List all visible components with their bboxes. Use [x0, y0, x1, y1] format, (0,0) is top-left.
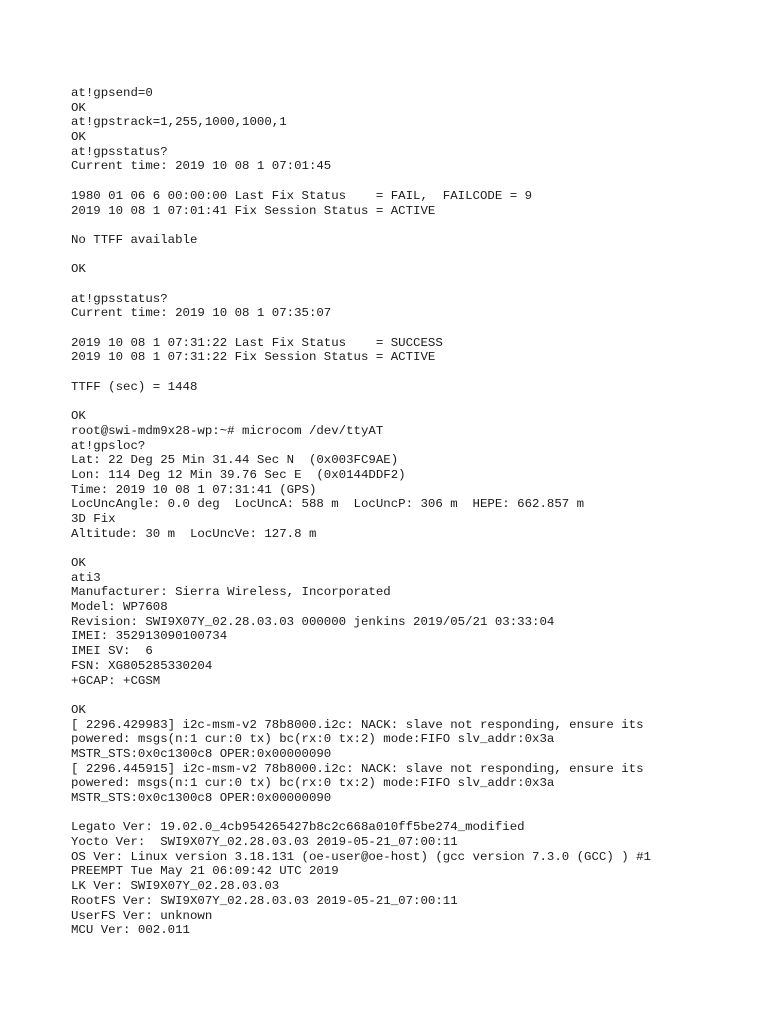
- log-line: Revision: SWI9X07Y_02.28.03.03 000000 jenkins 2019/05/21 03:33:04: [71, 614, 555, 629]
- log-line: Current time: 2019 10 08 1 07:35:07: [71, 306, 332, 321]
- log-line: 2019 10 08 1 07:01:41 Fix Session Status = ACTIVE: [71, 203, 436, 218]
- log-line: [ 2296.429983] i2c-msm-v2 78b8000.i2c: NACK: slave not responding, ensure its: [71, 717, 644, 732]
- log-line: OK: [71, 702, 86, 717]
- log-line: powered: msgs(n:1 cur:0 tx) bc(rx:0 tx:2) mode:FIFO slv_addr:0x3a: [71, 776, 555, 791]
- log-line: 1980 01 06 6 00:00:00 Last Fix Status = FAIL, FAILCODE = 9: [71, 188, 533, 203]
- blank-line: [71, 541, 751, 556]
- log-line: 3D Fix: [71, 511, 116, 526]
- log-line: Yocto Ver: SWI9X07Y_02.28.03.03 2019-05-21_07:00:11: [71, 835, 458, 850]
- log-line: OK: [71, 100, 86, 115]
- log-line: PREEMPT Tue May 21 06:09:42 UTC 2019: [71, 864, 339, 879]
- log-line: at!gpsend=0: [71, 86, 153, 100]
- log-line: TTFF (sec) = 1448: [71, 379, 198, 394]
- log-line: FSN: XG805285330204: [71, 658, 213, 673]
- log-line: Legato Ver: 19.02.0_4cb954265427b8c2c668a010ff5be274_modified: [71, 820, 525, 835]
- log-line: RootFS Ver: SWI9X07Y_02.28.03.03 2019-05-21_07:00:11: [71, 893, 458, 908]
- log-line: IMEI SV: 6: [71, 644, 153, 659]
- blank-line: [71, 365, 751, 380]
- log-line: MCU Ver: 002.011: [71, 923, 190, 938]
- log-line: at!gpstrack=1,255,1000,1000,1: [71, 115, 287, 130]
- log-line: root@swi-mdm9x28-wp:~# microcom /dev/ttyAT: [71, 423, 384, 438]
- log-line: Manufacturer: Sierra Wireless, Incorporated: [71, 585, 391, 600]
- blank-line: [71, 394, 751, 409]
- log-line: [ 2296.445915] i2c-msm-v2 78b8000.i2c: NACK: slave not responding, ensure its: [71, 761, 644, 776]
- log-line: IMEI: 352913090100734: [71, 629, 228, 644]
- log-line: OK: [71, 130, 86, 145]
- log-line: at!gpsstatus?: [71, 291, 168, 306]
- blank-line: [71, 321, 751, 336]
- blank-line: [71, 688, 751, 703]
- log-line: MSTR_STS:0x0c1300c8 OPER:0x00000090: [71, 746, 332, 761]
- terminal-log-document: [71, 86, 751, 938]
- log-line: Lat: 22 Deg 25 Min 31.44 Sec N (0x003FC9AE): [71, 453, 399, 468]
- blank-line: [71, 806, 751, 821]
- log-line: powered: msgs(n:1 cur:0 tx) bc(rx:0 tx:2) mode:FIFO slv_addr:0x3a: [71, 732, 555, 747]
- log-line: OK: [71, 262, 86, 277]
- log-line: ati3: [71, 570, 101, 585]
- log-line: OS Ver: Linux version 3.18.131 (oe-user@oe-host) (gcc version 7.3.0 (GCC) ) #1: [71, 849, 651, 864]
- log-line: UserFS Ver: unknown: [71, 908, 213, 923]
- log-line: +GCAP: +CGSM: [71, 673, 161, 688]
- log-line: LK Ver: SWI9X07Y_02.28.03.03: [71, 879, 280, 894]
- log-line: LocUncAngle: 0.0 deg LocUncA: 588 m LocUncP: 306 m HEPE: 662.857 m: [71, 497, 585, 512]
- log-line: Time: 2019 10 08 1 07:31:41 (GPS): [71, 482, 317, 497]
- log-line: 2019 10 08 1 07:31:22 Last Fix Status = SUCCESS: [71, 335, 443, 350]
- blank-line: [71, 218, 751, 233]
- log-line: Model: WP7608: [71, 600, 168, 615]
- log-line: at!gpsloc?: [71, 438, 146, 453]
- log-line: OK: [71, 556, 86, 570]
- log-line: 2019 10 08 1 07:31:22 Fix Session Status = ACTIVE: [71, 350, 436, 365]
- log-line: Altitude: 30 m LocUncVe: 127.8 m: [71, 526, 317, 541]
- log-line: No TTFF available: [71, 232, 198, 247]
- log-line: OK: [71, 409, 86, 424]
- blank-line: [71, 277, 751, 292]
- log-line: MSTR_STS:0x0c1300c8 OPER:0x00000090: [71, 791, 332, 805]
- blank-line: [71, 248, 751, 263]
- log-line: Current time: 2019 10 08 1 07:01:45: [71, 159, 332, 174]
- log-line: Lon: 114 Deg 12 Min 39.76 Sec E (0x0144DDF2): [71, 467, 406, 482]
- log-line: at!gpsstatus?: [71, 144, 168, 159]
- blank-line: [71, 174, 751, 189]
